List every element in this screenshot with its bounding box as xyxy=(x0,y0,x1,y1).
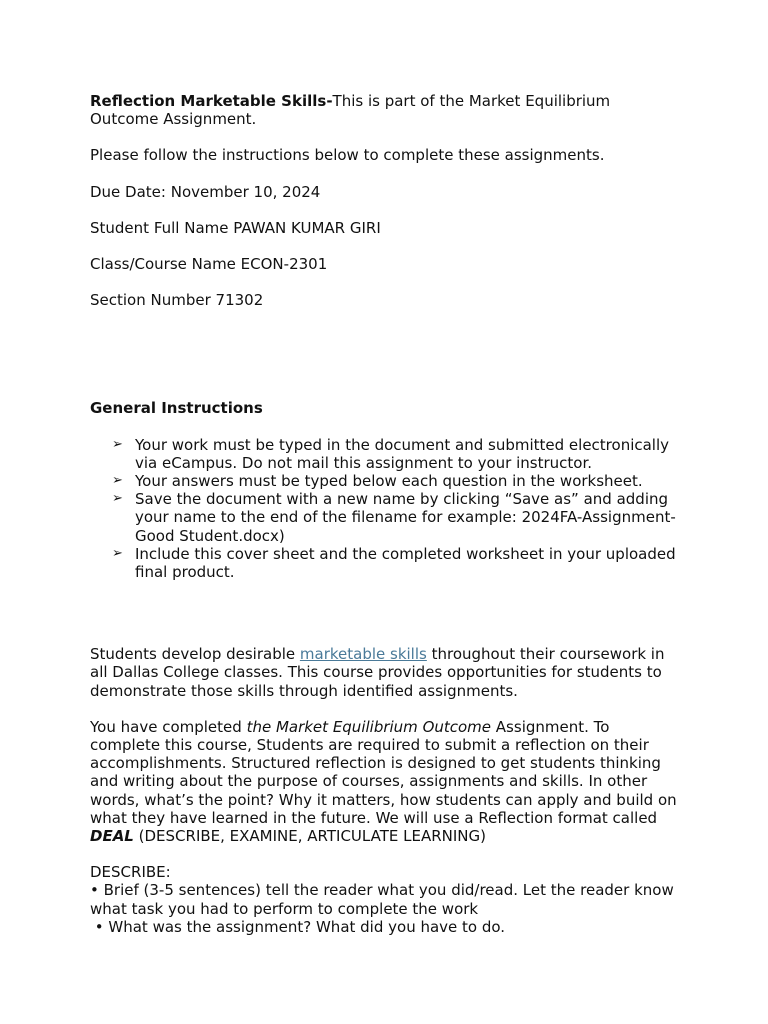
intro-text: Please follow the instructions below to complete these assignments. xyxy=(90,146,605,165)
due-date: Due Date: November 10, 2024 xyxy=(90,182,321,201)
marketable-skills-link[interactable]: marketable skills xyxy=(299,645,427,664)
describe-section xyxy=(90,863,680,936)
arrow-bullet-icon: ➢ xyxy=(112,473,123,489)
reflection-paragraph xyxy=(90,718,680,845)
list-item xyxy=(90,436,680,472)
course-name: Class/Course Name ECON-2301 xyxy=(90,255,328,274)
arrow-bullet-icon: ➢ xyxy=(112,545,123,561)
list-item-text: Your answers must be typed below each question in the worksheet. xyxy=(135,472,643,491)
arrow-bullet-icon: ➢ xyxy=(112,436,123,452)
instructions-list xyxy=(90,436,680,582)
list-item-text: Your work must be typed in the document and submitted electronically via eCampus. Do not mail this assignment to your instructor. xyxy=(135,435,670,472)
list-item-text: Save the document with a new name by clicking “Save as” and adding your name to the end of the filename for example: 2024FA-Assignment-Good Student.docx) xyxy=(135,490,676,545)
spacer xyxy=(90,327,680,399)
document-page xyxy=(90,92,680,936)
title-rest: This is part of the Market Equilibrium Outcome Assignment. xyxy=(90,92,611,129)
skills-text-before: Students develop desirable xyxy=(90,645,300,664)
describe-heading: DESCRIBE: xyxy=(90,863,171,882)
describe-line-2: • What was the assignment? What did you have to do. xyxy=(90,917,506,936)
spacer xyxy=(90,599,680,645)
document-title xyxy=(90,92,680,128)
skills-text-after: throughout their coursework in all Dallas College classes. This course provides opportunities for students to demonstrate those skills through identified assignments. xyxy=(90,645,665,700)
skills-paragraph xyxy=(90,645,680,700)
reflection-text-2: Assignment. To complete this course, Students are required to submit a reflection on their accomplishments. Structured reflection is designed to get students thinking and writing about the purpose of courses, assignments and skills. In other words, what’s the point? Why it matters, how students can apply and build on what they have learned in the future. We will use a Reflection format called xyxy=(90,717,677,827)
reflection-text-1: You have completed xyxy=(90,717,247,736)
student-name: Student Full Name PAWAN KUMAR GIRI xyxy=(90,218,381,237)
section-number: Section Number 71302 xyxy=(90,291,264,310)
list-item xyxy=(90,490,680,545)
reflection-text-3: (DESCRIBE, EXAMINE, ARTICULATE LEARNING) xyxy=(133,827,486,846)
deal-acronym: DEAL xyxy=(90,827,134,846)
describe-line-1: • Brief (3-5 sentences) tell the reader what you did/read. Let the reader know what task you had to perform to complete the work xyxy=(90,881,674,918)
general-instructions-heading: General Instructions xyxy=(90,399,263,418)
reflection-italic: the Market Equilibrium Outcome xyxy=(246,717,492,736)
list-item-text: Include this cover sheet and the completed worksheet in your uploaded final product. xyxy=(135,544,676,582)
title-bold: Reflection Marketable Skills- xyxy=(90,92,333,110)
list-item xyxy=(90,472,680,490)
arrow-bullet-icon: ➢ xyxy=(112,491,123,507)
list-item xyxy=(90,545,680,581)
